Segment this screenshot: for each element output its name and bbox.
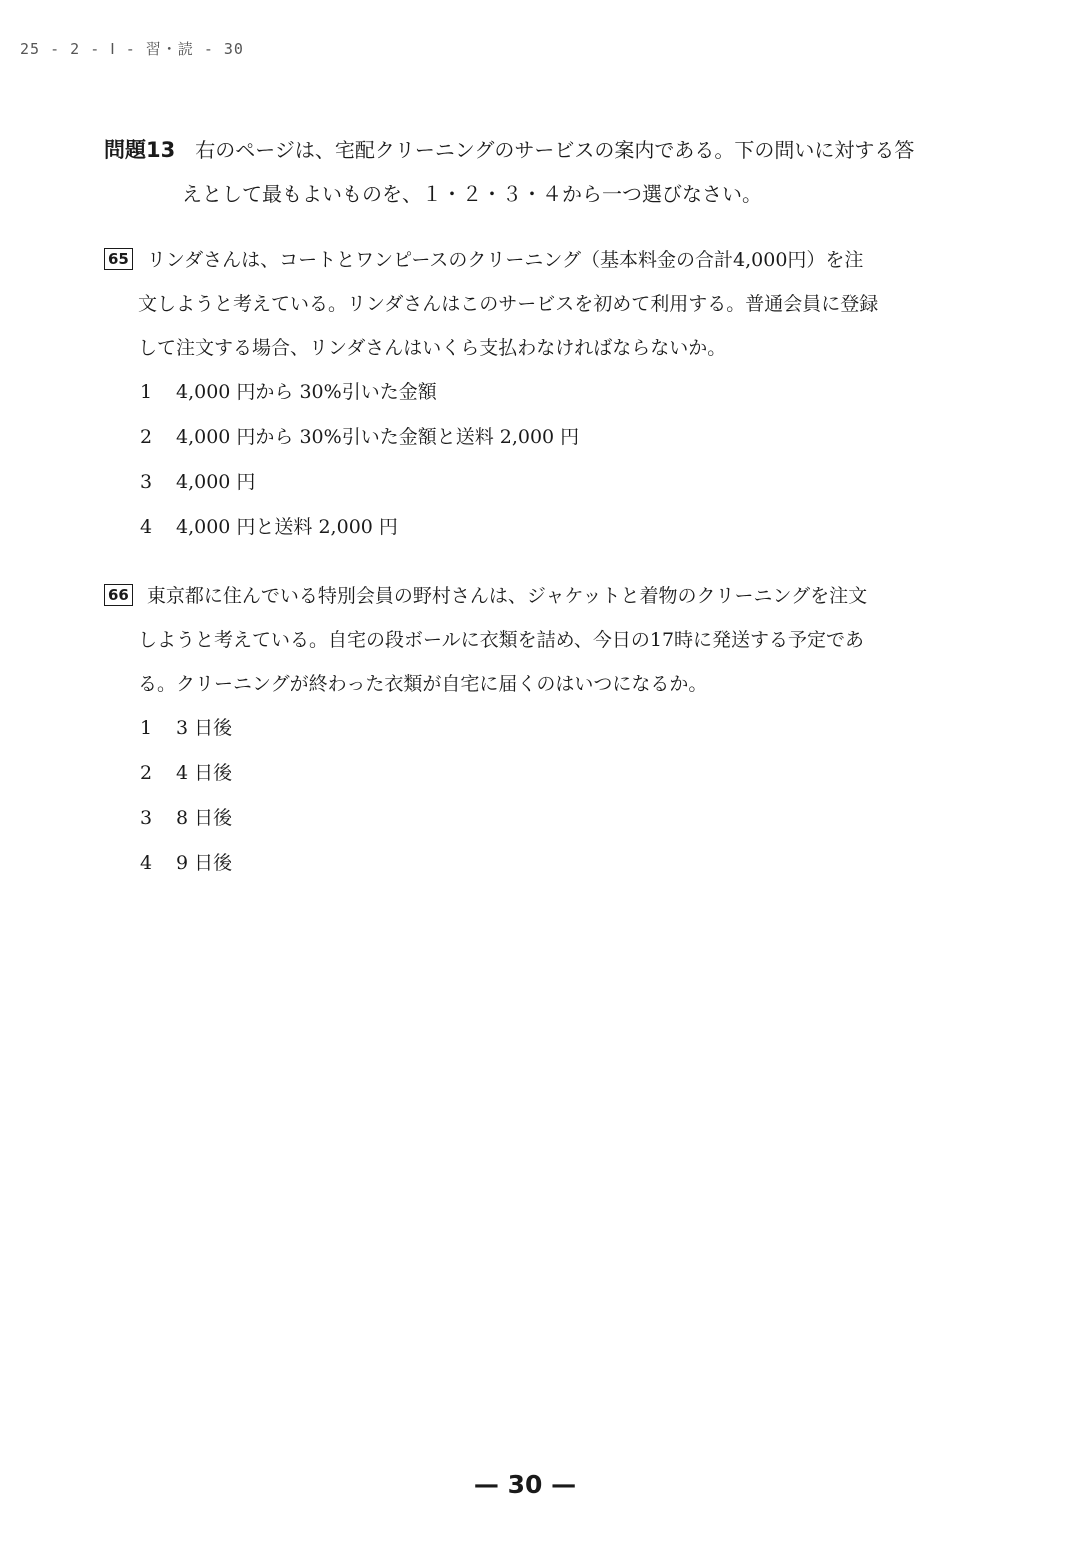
question-number-box: 66	[104, 584, 133, 606]
option-text: 3 日後	[176, 717, 233, 739]
option-number: 3	[140, 807, 153, 829]
question-text-1: 東京都に住んでいる特別会員の野村さんは、ジャケットと着物のクリーニングを注文	[146, 585, 868, 607]
question-line-1	[104, 238, 944, 282]
option-number: 2	[140, 426, 153, 448]
option-text: 4,000 円から 30%引いた金額と送料 2,000 円	[176, 426, 580, 448]
question-line-2: 文しようと考えている。リンダさんはこのサービスを初めて利用する。普通会員に登録	[138, 293, 879, 315]
page-number: — 30 —	[473, 1470, 577, 1499]
option-text: 4 日後	[176, 762, 233, 784]
option-number: 1	[140, 381, 153, 403]
answer-options	[104, 706, 944, 886]
answer-option[interactable]	[104, 505, 944, 550]
answer-option[interactable]	[104, 460, 944, 505]
question-65	[104, 238, 944, 550]
option-number: 4	[140, 852, 153, 874]
option-text: 8 日後	[176, 807, 233, 829]
option-text: 4,000 円と送料 2,000 円	[176, 516, 398, 538]
instruction-line-2: えとして最もよいものを、１・２・３・４から一つ選びなさい。	[182, 182, 762, 206]
question-line-3: る。クリーニングが終わった衣類が自宅に届くのはいつになるか。	[138, 673, 708, 695]
section-instructions	[104, 128, 944, 216]
question-line-2: しようと考えている。自宅の段ボールに衣類を詰め、今日の17時に発送する予定であ	[138, 629, 865, 651]
option-text: 4,000 円から 30%引いた金額	[176, 381, 437, 403]
question-line-1	[104, 574, 944, 618]
answer-option[interactable]	[104, 706, 944, 751]
section-label: 問題13	[104, 138, 176, 162]
answer-option[interactable]	[104, 796, 944, 841]
instruction-line-1	[104, 128, 944, 172]
question-text-1: リンダさんは、コートとワンピースのクリーニング（基本料金の合計4,000円）を注	[146, 249, 864, 271]
option-text: 9 日後	[176, 852, 233, 874]
option-number: 1	[140, 717, 153, 739]
answer-option[interactable]	[104, 370, 944, 415]
answer-option[interactable]	[104, 751, 944, 796]
answer-option[interactable]	[104, 841, 944, 886]
answer-options	[104, 370, 944, 550]
page-code: 25 - 2 - Ⅰ - 習・読 - 30	[20, 40, 244, 58]
option-text: 4,000 円	[176, 471, 256, 493]
instruction-text-1: 右のページは、宅配クリーニングのサービスの案内である。下の問いに対する答	[195, 138, 915, 162]
question-number-box: 65	[104, 248, 133, 270]
answer-option[interactable]	[104, 415, 944, 460]
option-number: 2	[140, 762, 153, 784]
option-number: 4	[140, 516, 153, 538]
question-66	[104, 574, 944, 886]
option-number: 3	[140, 471, 153, 493]
question-line-3: して注文する場合、リンダさんはいくら支払わなければならないか。	[138, 337, 727, 359]
